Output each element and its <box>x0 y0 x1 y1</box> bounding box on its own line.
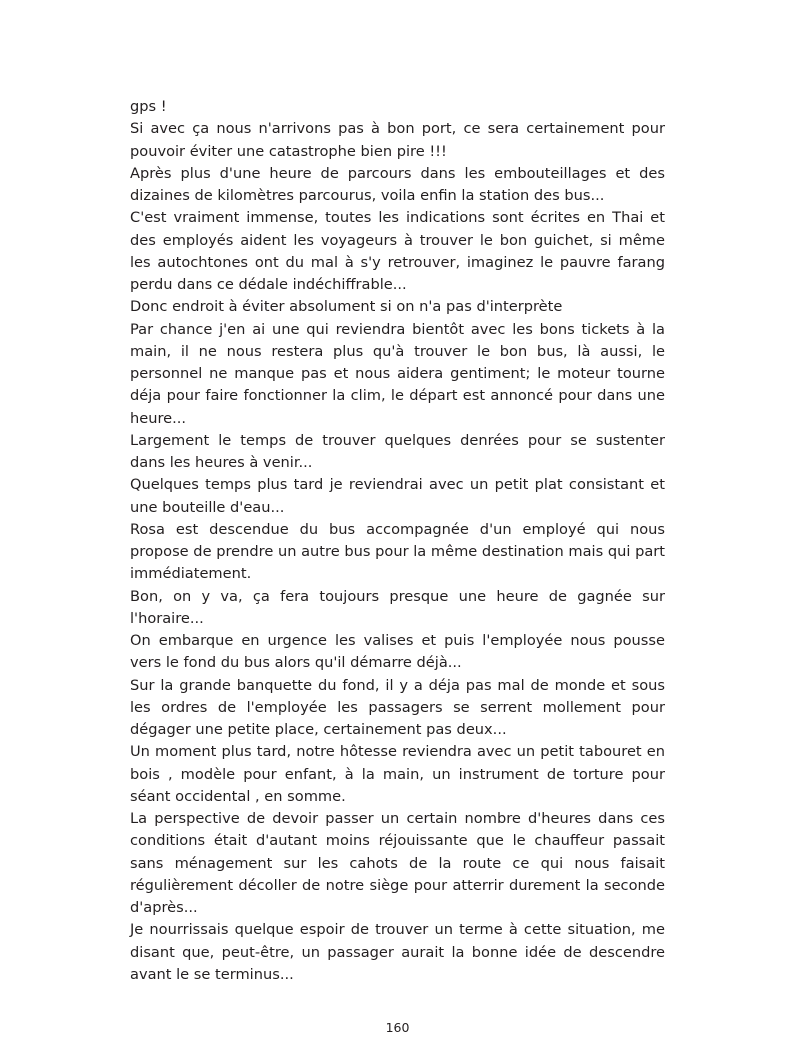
page-number: 160 <box>385 1020 410 1035</box>
paragraph: Largement le temps de trouver quelques denrées pour se sustenter dans les heures à venir... <box>130 431 665 471</box>
paragraph: Donc endroit à éviter absolument si on n'a pas d'interprète <box>130 298 563 316</box>
paragraph: Si avec ça nous n'arrivons pas à bon port, ce sera certainement pour pouvoir éviter une catastrophe bien pire !!! <box>130 120 665 160</box>
paragraph: Après plus d'une heure de parcours dans les embouteillages et des dizaines de kilomètres parcourus, voila enfin la station des bus... <box>130 164 665 204</box>
body-text <box>130 96 665 986</box>
paragraph: Bon, on y va, ça fera toujours presque une heure de gagnée sur l'horaire... <box>130 587 665 627</box>
paragraph: Sur la grande banquette du fond, il y a déja pas mal de monde et sous les ordres de l'employée les passagers se serrent mollement pour dégager une petite place, certainement pas deux... <box>130 676 665 738</box>
paragraph: Je nourrissais quelque espoir de trouver un terme à cette situation, me disant que, peut-être, un passager aurait la bonne idée de descendre avant le se terminus... <box>130 921 665 983</box>
paragraph: gps ! <box>130 98 167 115</box>
paragraph: Un moment plus tard, notre hôtesse reviendra avec un petit tabouret en bois , modèle pour enfant, à la main, un instrument de torture pour séant occidental , en somme. <box>130 743 665 805</box>
paragraph: Quelques temps plus tard je reviendrai avec un petit plat consistant et une bouteille d'eau... <box>130 476 665 516</box>
paragraph: On embarque en urgence les valises et puis l'employée nous pousse vers le fond du bus alors qu'il démarre déjà... <box>130 632 665 672</box>
paragraph: C'est vraiment immense, toutes les indications sont écrites en Thai et des employés aident les voyageurs à trouver le bon guichet, si même les autochtones ont du mal à s'y retrouver, imaginez le pauvre farang perdu dans ce dédale indéchiffrable... <box>130 209 665 293</box>
paragraph: La perspective de devoir passer un certain nombre d'heures dans ces conditions était d'autant moins réjouissante que le chauffeur passait sans ménagement sur les cahots de la route ce qui nous faisait régulièrement décoller de notre siège pour atterrir durement la seconde d'après... <box>130 810 665 916</box>
paragraph: Rosa est descendue du bus accompagnée d'un employé qui nous propose de prendre un autre bus pour la même destination mais qui part immédiatement. <box>130 520 665 583</box>
paragraph: Par chance j'en ai une qui reviendra bientôt avec les bons tickets à la main, il ne nous restera plus qu'à trouver le bon bus, là aussi, le personnel ne manque pas et nous aidera gentiment; le moteur tourne déja pour faire fonctionner la clim, le départ est annoncé pour dans une heure... <box>130 320 665 427</box>
